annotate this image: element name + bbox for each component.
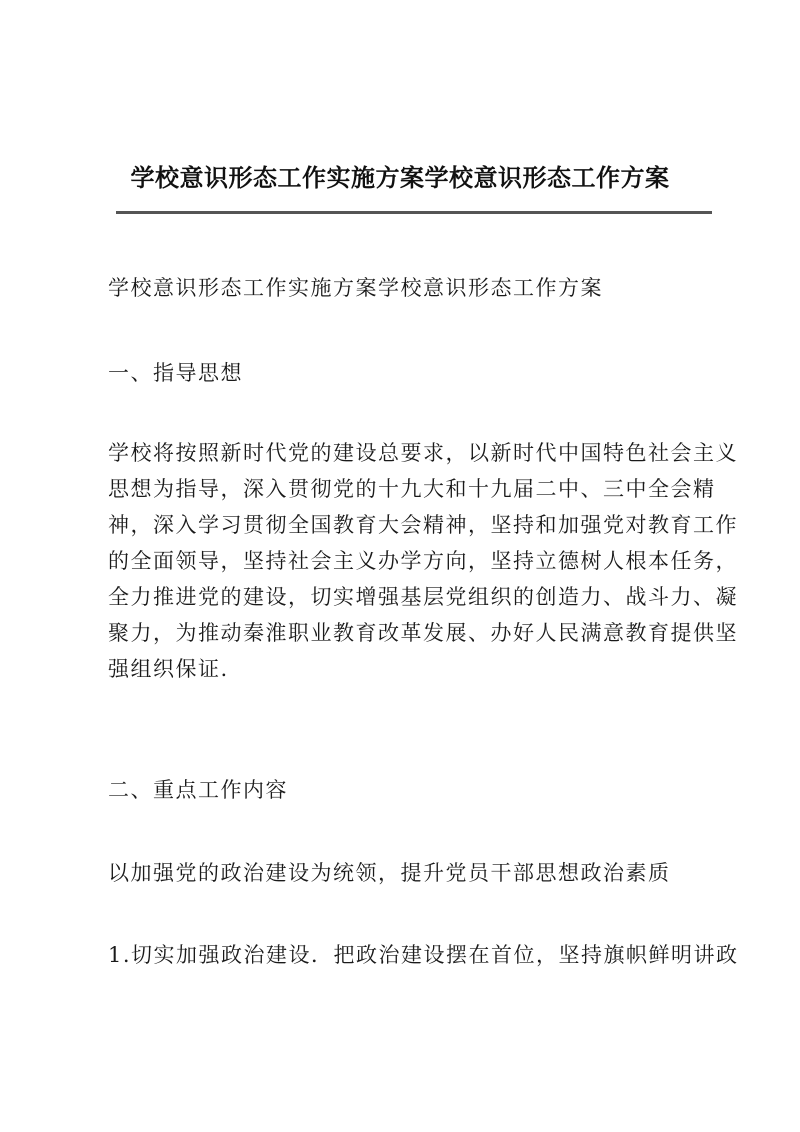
lead-text: 以加强党的政治建设为统领，提升党员干部思想政治素质 bbox=[108, 861, 671, 885]
subtitle-text: 学校意识形态工作实施方案学校意识形态工作方案 bbox=[108, 276, 603, 300]
section2-item-1 bbox=[108, 937, 739, 973]
document-title: 学校意识形态工作实施方案学校意识形态工作方案 bbox=[130, 163, 670, 192]
body-line: 的全面领导，坚持社会主义办学方向，坚持立德树人根本任务， bbox=[108, 549, 738, 573]
body-line: 思想为指导，深入贯彻党的十九大和十九届二中、三中全会精 bbox=[108, 477, 716, 501]
section2-heading-text: 二、重点工作内容 bbox=[108, 778, 288, 802]
section2-lead-paragraph bbox=[108, 855, 718, 891]
section1-body-paragraph bbox=[108, 435, 738, 687]
body-line: 强组织保证. bbox=[108, 657, 229, 681]
body-line: 神，深入学习贯彻全国教育大会精神，坚持和加强党对教育工作 bbox=[108, 513, 738, 537]
body-line: 学校将按照新时代党的建设总要求，以新时代中国特色社会主义 bbox=[108, 441, 738, 465]
body-line: 全力推进党的建设，切实增强基层党组织的创造力、战斗力、凝 bbox=[108, 585, 738, 609]
section-heading-guiding-ideology bbox=[108, 355, 718, 391]
item1-text: 1.切实加强政治建设．把政治建设摆在首位，坚持旗帜鲜明讲政 bbox=[108, 943, 739, 967]
section-heading-key-work bbox=[108, 772, 718, 808]
body-line: 聚力，为推动秦淮职业教育改革发展、办好人民满意教育提供坚 bbox=[108, 621, 738, 645]
section1-heading-text: 一、指导思想 bbox=[108, 361, 243, 385]
document-subtitle bbox=[108, 270, 718, 306]
title-underline bbox=[116, 211, 712, 214]
